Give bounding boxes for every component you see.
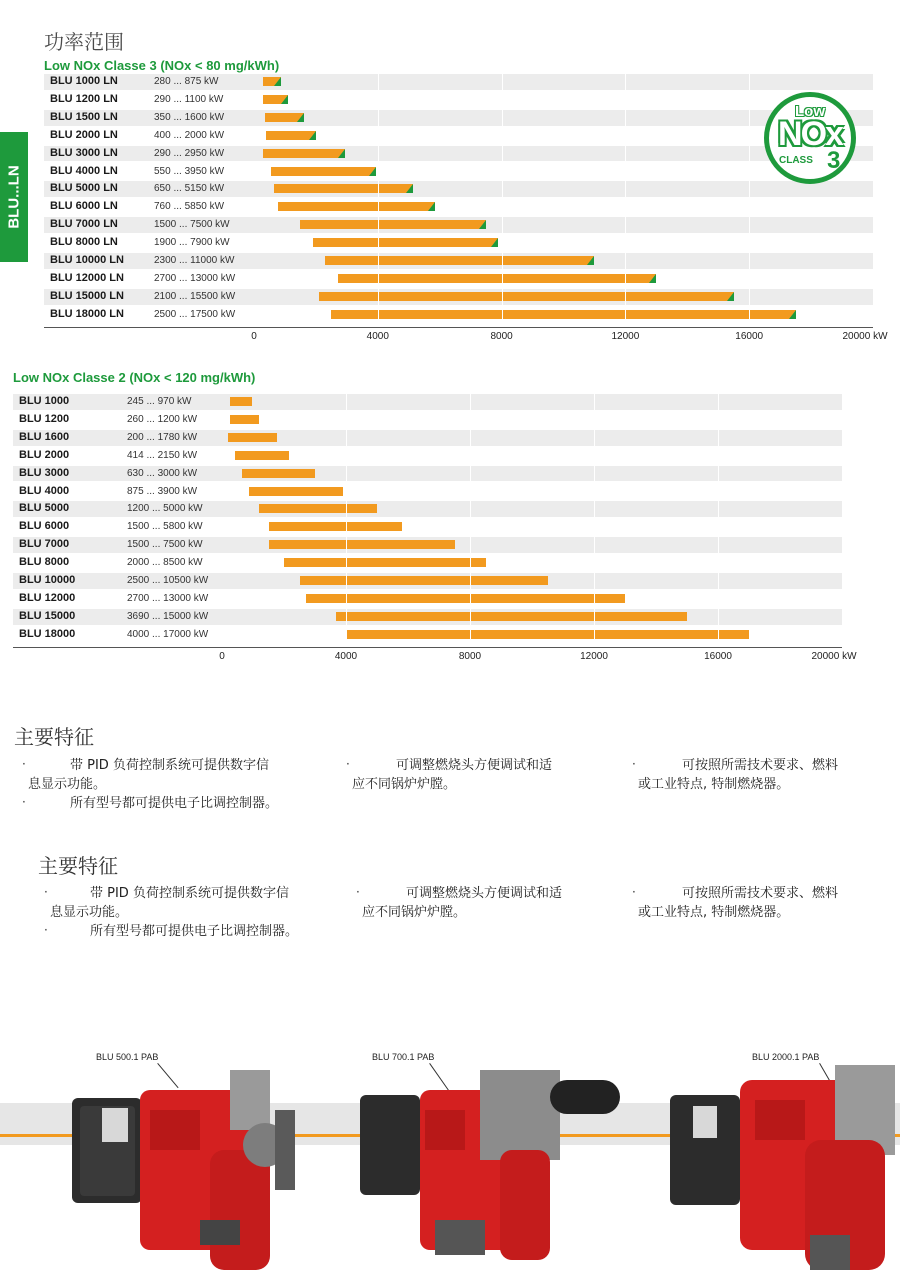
row-model-label: BLU 7000 [19,538,70,551]
row-model-label: BLU 3000 LN [50,146,118,159]
gridline [749,74,750,325]
range-bar [266,131,316,140]
row-range-label: 650 ... 5150 kW [154,183,225,195]
feature-2-col3-line2: 或工业特点, 特制燃烧器。 [638,905,790,920]
bar-tip-marker [338,149,345,158]
row-range-label: 760 ... 5850 kW [154,201,225,213]
feature-2-col2-line1: 可调整燃烧头方便调试和适 [406,886,563,901]
row-model-label: BLU 1000 [19,395,70,407]
feature-1-col3-line2: 或工业特点, 特制燃烧器。 [638,777,790,792]
row-model-label: BLU 1200 [19,412,70,425]
row-model-label: BLU 1000 LN [50,75,118,87]
row-model-label: BLU 6000 LN [50,200,118,213]
bullet-icon: · [44,885,48,899]
row-range-label: 4000 ... 17000 kW [127,628,209,640]
bar-tip-marker [587,256,594,265]
row-range-label: 2000 ... 8500 kW [127,557,203,569]
feature-1-col2-line2: 应不同锅炉炉膛。 [352,777,457,792]
bullet-icon: · [632,757,636,771]
badge-line3: CLASS [779,155,813,166]
side-tab [0,132,28,262]
bar-tip-marker [281,95,288,104]
row-model-label: BLU 1500 LN [50,110,118,123]
row-model-label: BLU 18000 LN [50,307,124,320]
range-bar [263,149,345,158]
gridline [625,74,626,325]
x-tick-label: 16000 [735,330,764,342]
gridline [502,74,503,325]
row-range-label: 260 ... 1200 kW [127,413,198,425]
row-model-label: BLU 6000 [19,520,70,533]
bar-tip-marker [309,131,316,140]
bar-tip-marker [649,274,656,283]
range-bar [242,469,315,478]
row-range-label: 2300 ... 11000 kW [154,255,235,266]
feature-2-col1-line3: 所有型号都可提供电子比调控制器。 [90,924,299,939]
row-model-label: BLU 7000 LN [50,218,118,231]
x-tick-label: 12000 [611,330,640,342]
bar-tip-marker [297,113,304,122]
row-model-label: BLU 2000 LN [50,128,118,141]
gridline [378,74,379,325]
row-model-label: BLU 4000 LN [50,164,118,177]
bullet-icon: · [356,885,360,899]
bullet-icon: · [632,885,636,899]
row-model-label: BLU 10000 [19,574,76,586]
feature-2-col1-line1: 带 PID 负荷控制系统可提供数字信 [90,886,289,901]
range-bar [249,487,343,496]
row-model-label: BLU 12000 [19,591,76,604]
bar-tip-marker [789,310,796,319]
range-bar [235,451,289,460]
page-title: 功率范围 [44,30,124,54]
row-range-label: 2700 ... 13000 kW [154,272,236,284]
burner-image-2 [350,1050,630,1277]
x-tick-label: 12000 [580,650,608,662]
x-tick-label: 8000 [458,650,482,662]
range-bar [325,256,594,265]
range-bar [263,95,288,104]
range-bar [300,220,486,229]
range-bar [269,522,402,531]
range-bar [263,77,281,86]
row-range-label: 400 ... 2000 kW [154,129,225,141]
badge-line4: 3 [827,147,841,174]
row-range-label: 1500 ... 7500 kW [127,539,203,551]
range-bar [228,433,277,442]
row-model-label: BLU 2000 [19,448,70,461]
feature-1-col1-line3: 所有型号都可提供电子比调控制器。 [70,796,279,811]
row-range-label: 2100 ... 15500 kW [154,290,236,302]
product-label-2: BLU 700.1 PAB [372,1052,435,1062]
chart-classe-2 [13,394,857,664]
bar-tip-marker [479,220,486,229]
row-range-label: 290 ... 1100 kW [154,93,224,105]
bullet-icon: · [22,757,26,771]
x-tick-label: 16000 [704,650,732,662]
chart2-title: Low NOx Classe 2 (NOx < 120 mg/kWh) [13,370,256,385]
low-nox-class3-badge [764,92,856,184]
side-tab-label: BLU...LN [5,165,23,229]
range-bar [346,630,749,639]
row-range-label: 245 ... 970 kW [127,396,192,407]
row-model-label: BLU 5000 LN [50,182,118,195]
feature-1-col1-line2: 息显示功能。 [28,777,107,792]
range-bar [319,292,734,301]
bullet-icon: · [44,923,48,937]
row-model-label: BLU 4000 [19,484,70,497]
row-range-label: 350 ... 1600 kW [154,111,225,123]
row-model-label: BLU 18000 [19,627,76,640]
range-bar [300,576,548,585]
badge-line2: NOx [778,115,842,153]
chart1-title: Low NOx Classe 3 (NOx < 80 mg/kWh) [44,58,280,73]
row-model-label: BLU 8000 LN [50,236,118,249]
gridline [594,394,595,645]
burner-image-1 [60,1050,310,1277]
x-axis-line [13,647,842,648]
row-range-label: 550 ... 3950 kW [154,165,225,177]
row-range-label: 1900 ... 7900 kW [154,237,230,249]
product-label-1: BLU 500.1 PAB [96,1052,159,1062]
product-label-3: BLU 2000.1 PAB [752,1052,820,1062]
x-tick-label: 8000 [490,330,513,342]
gridline [470,394,471,645]
row-range-label: 200 ... 1780 kW [127,431,198,443]
range-bar [284,558,486,567]
row-range-label: 1500 ... 5800 kW [127,521,203,533]
row-range-label: 630 ... 3000 kW [127,467,198,479]
features-title-2: 主要特征 [38,854,118,878]
range-bar [338,274,657,283]
row-model-label: BLU 15000 [19,609,76,622]
features-title-1: 主要特征 [14,725,94,749]
bullet-icon: · [346,757,350,771]
range-bar [271,167,376,176]
x-tick-label: 4000 [366,330,389,342]
range-bar [331,310,795,319]
range-bar [274,184,413,193]
feature-2-col3-line1: 可按照所需技术要求、燃料 [682,886,839,901]
row-range-label: 2500 ... 17500 kW [154,308,236,320]
x-tick-label: 0 [251,330,257,342]
row-model-label: BLU 15000 LN [50,289,124,302]
feature-1-col3-line1: 可按照所需技术要求、燃料 [682,758,839,773]
range-bar [259,504,377,513]
x-tick-label: 0 [219,650,225,662]
row-range-label: 2700 ... 13000 kW [127,592,209,604]
range-bar [265,113,304,122]
row-model-label: BLU 5000 [19,502,70,515]
row-model-label: BLU 8000 [19,556,70,569]
bar-tip-marker [491,238,498,247]
x-tick-label: 20000 kW [811,650,857,662]
range-bar [306,594,625,603]
gridline [873,74,874,325]
row-range-label: 280 ... 875 kW [154,76,219,87]
bar-tip-marker [406,184,413,193]
bar-tip-marker [428,202,435,211]
row-range-label: 875 ... 3900 kW [127,485,198,497]
x-axis-line [44,327,873,328]
x-tick-label: 4000 [334,650,358,662]
row-range-label: 3690 ... 15000 kW [127,610,209,622]
row-model-label: BLU 1600 [19,430,70,443]
range-bar [336,612,687,621]
bar-tip-marker [369,167,376,176]
badge-line1: Low [795,103,825,120]
row-range-label: 1200 ... 5000 kW [127,503,203,515]
feature-2-col1-line2: 息显示功能。 [50,905,129,920]
range-bar [269,540,455,549]
chart-classe-3 [44,74,888,344]
row-model-label: BLU 1200 LN [50,92,118,105]
row-range-label: 290 ... 2950 kW [154,147,225,159]
range-bar [230,415,259,424]
gridline [842,394,843,645]
row-range-label: 1500 ... 7500 kW [154,219,230,231]
range-bar [230,397,252,406]
row-model-label: BLU 3000 [19,466,70,479]
row-model-label: BLU 12000 LN [50,271,124,284]
bullet-icon: · [22,795,26,809]
gridline [718,394,719,645]
bar-tip-marker [274,77,281,86]
row-model-label: BLU 10000 LN [50,254,124,266]
range-bar [313,238,499,247]
gridline [346,394,347,645]
burner-image-3 [665,1050,900,1277]
range-bar [278,202,436,211]
feature-1-col2-line1: 可调整燃烧头方便调试和适 [396,758,553,773]
feature-1-col1-line1: 带 PID 负荷控制系统可提供数字信 [70,758,269,773]
bar-tip-marker [727,292,734,301]
row-range-label: 414 ... 2150 kW [127,449,198,461]
x-tick-label: 20000 kW [842,330,888,342]
row-range-label: 2500 ... 10500 kW [127,575,209,586]
feature-2-col2-line2: 应不同锅炉炉膛。 [362,905,467,920]
